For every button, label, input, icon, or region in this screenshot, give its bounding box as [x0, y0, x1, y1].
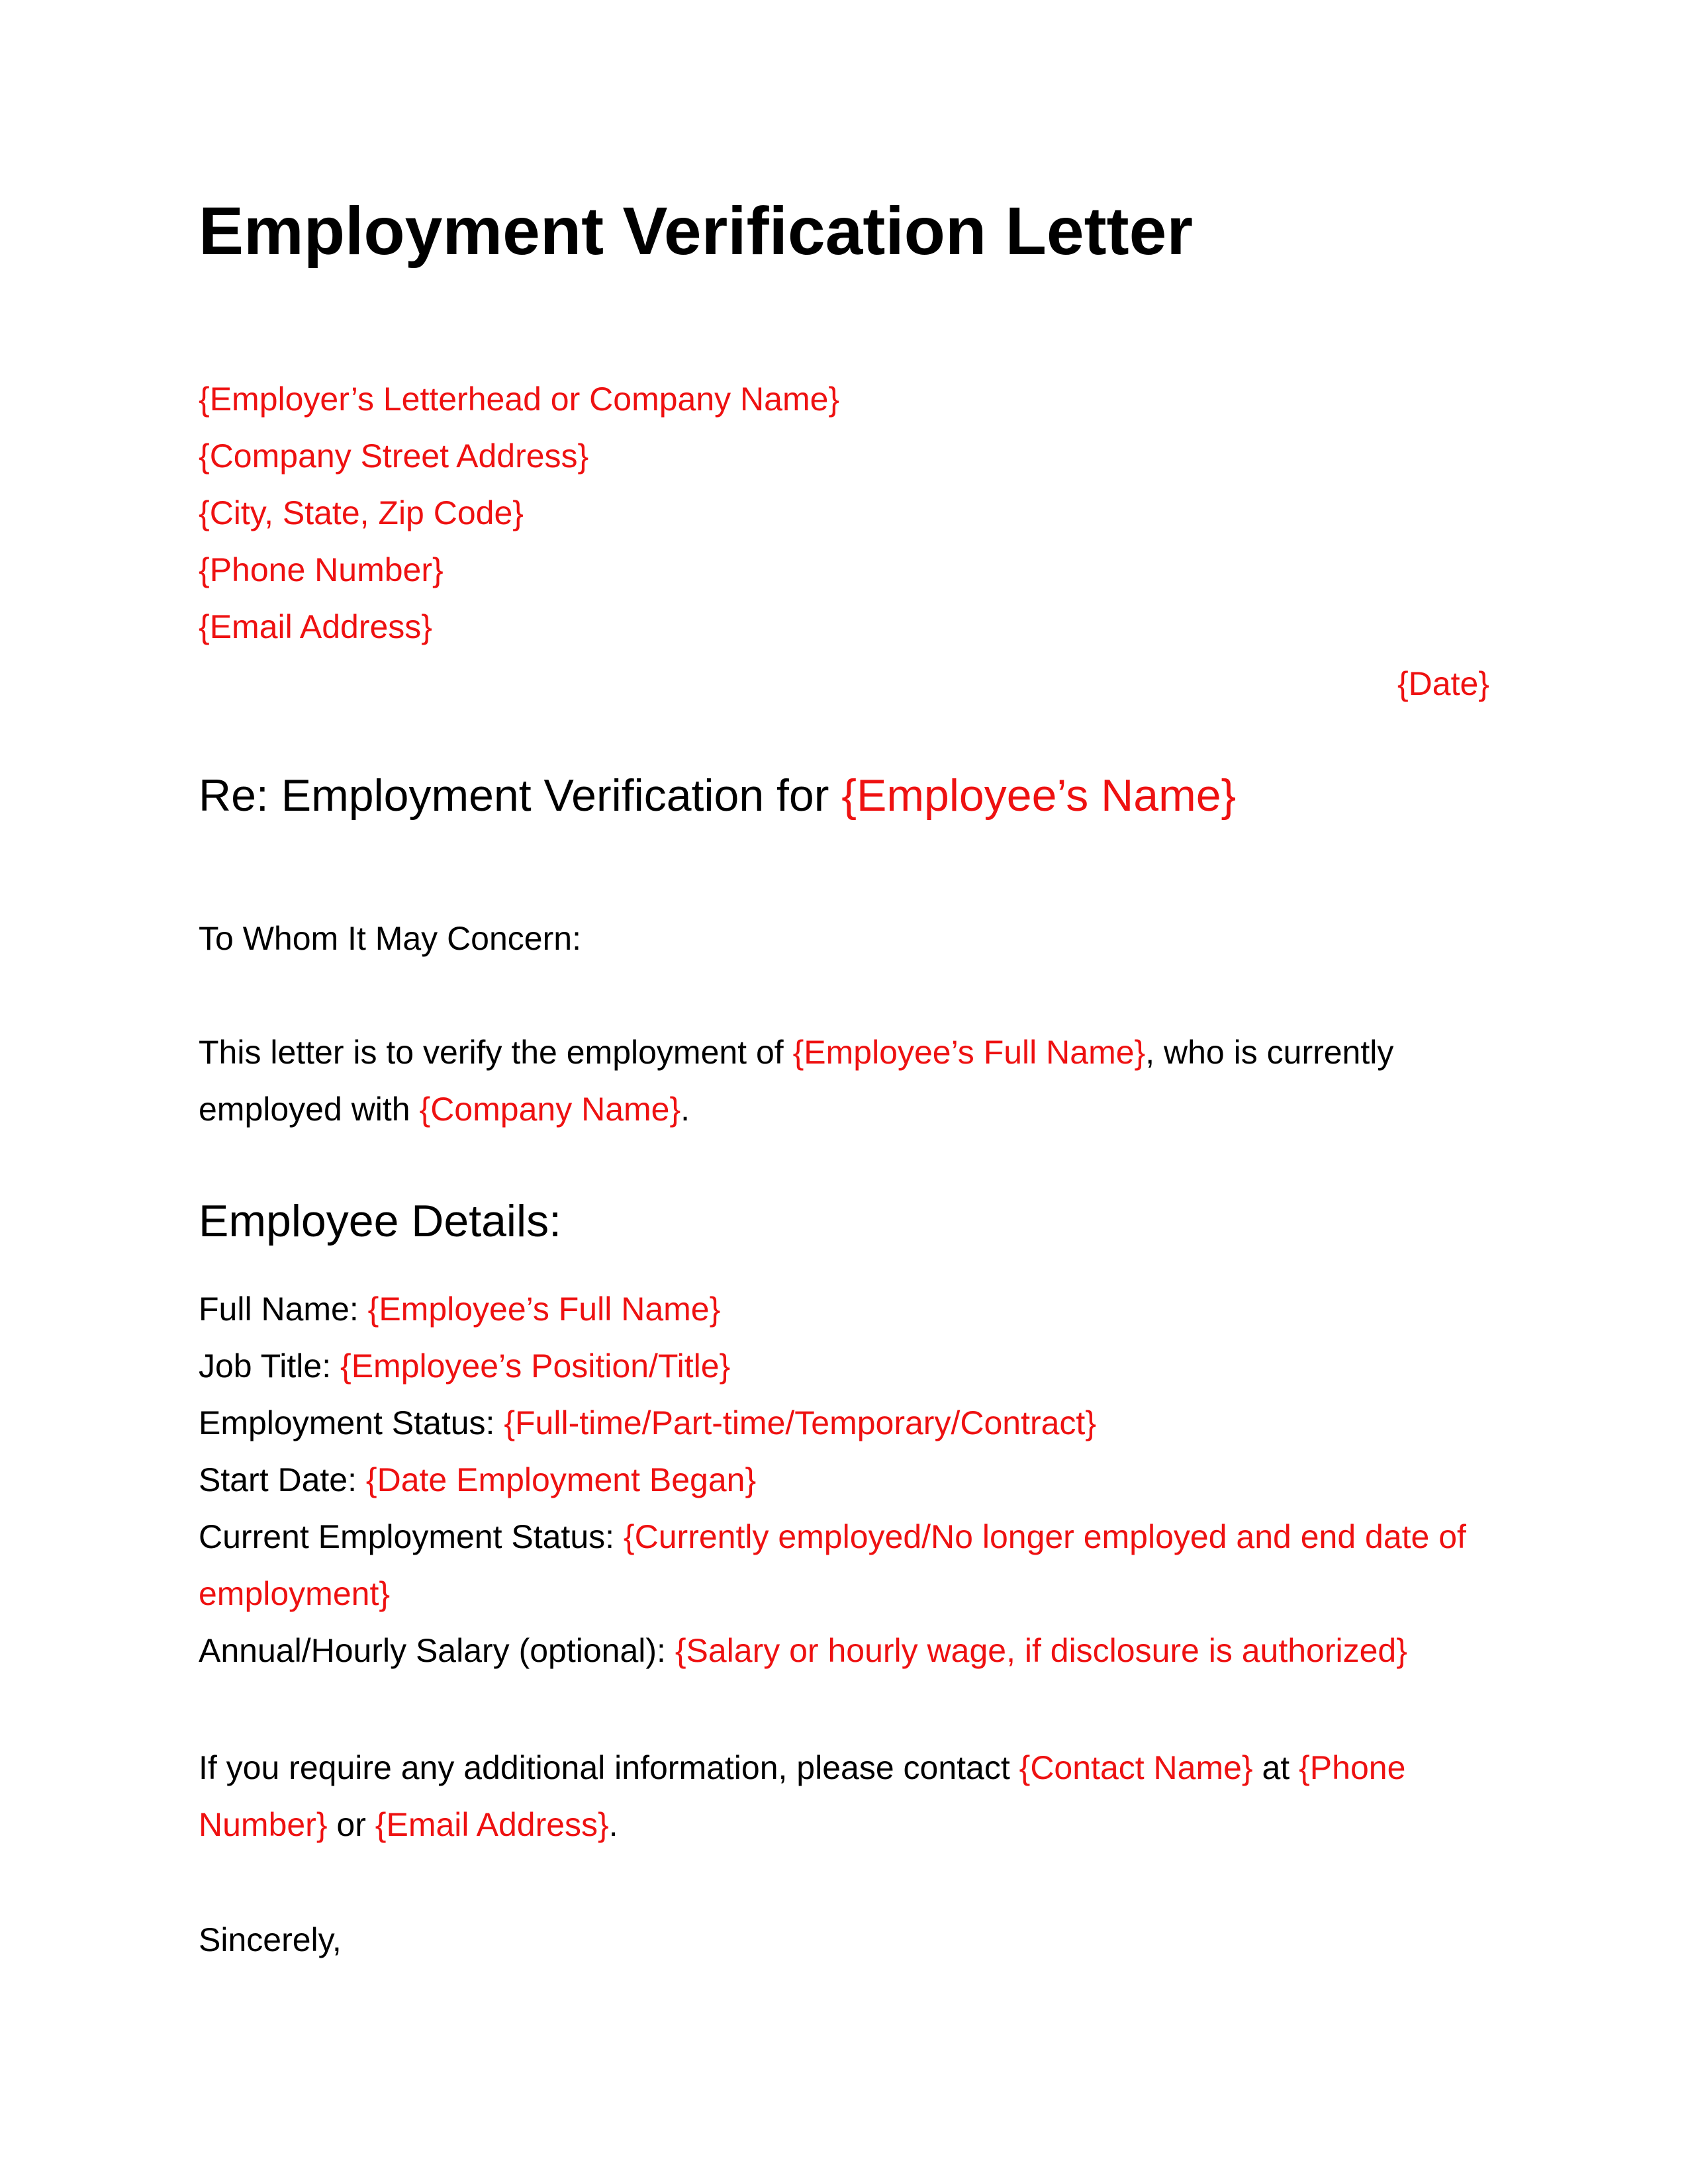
closing: Sincerely, [199, 1921, 342, 1958]
contact-text-2: at [1252, 1749, 1299, 1786]
detail-label: Annual/Hourly Salary (optional): [199, 1632, 675, 1669]
intro-text-4: . [680, 1091, 690, 1128]
subject-employee-name: {Employee’s Name} [841, 770, 1237, 821]
detail-label: Full Name: [199, 1291, 368, 1328]
intro-text-2: , who is currently [1145, 1034, 1394, 1071]
contact-line-1 [199, 1739, 1405, 1796]
contact-paragraph [199, 1739, 1405, 1853]
detail-row-start-date [199, 1451, 1466, 1508]
intro-company-name: {Company Name} [419, 1091, 681, 1128]
detail-row-full-name [199, 1281, 1466, 1338]
employee-details-heading: Employee Details: [199, 1196, 562, 1246]
contact-phone-part-1: {Phone [1299, 1749, 1406, 1786]
salutation: To Whom It May Concern: [199, 920, 581, 957]
detail-label: Start Date: [199, 1461, 366, 1498]
detail-value: {Date Employment Began} [365, 1461, 757, 1498]
sender-address-block [199, 371, 839, 655]
intro-employee-full-name: {Employee’s Full Name} [792, 1034, 1146, 1071]
detail-label: Current Employment Status: [199, 1518, 624, 1555]
detail-value: {Full-time/Part-time/Temporary/Contract} [504, 1404, 1097, 1441]
contact-phone-part-2: Number} [199, 1806, 328, 1843]
contact-name: {Contact Name} [1019, 1749, 1253, 1786]
sender-street-address: {Company Street Address} [199, 437, 589, 475]
detail-value: {Employee’s Full Name} [367, 1291, 721, 1328]
intro-line-1 [199, 1024, 1393, 1081]
detail-row-employment-status [199, 1394, 1466, 1451]
contact-text-1: If you require any additional information, please contact [199, 1749, 1019, 1786]
contact-email: {Email Address} [375, 1806, 609, 1843]
sender-city-state-zip: {City, State, Zip Code} [199, 494, 524, 531]
intro-text-1: This letter is to verify the employment of [199, 1034, 793, 1071]
detail-row-job-title [199, 1338, 1466, 1394]
document-title: Employment Verification Letter [199, 193, 1194, 269]
detail-label: Job Title: [199, 1347, 340, 1385]
detail-value: {Currently employed/No longer employed and end date of [623, 1518, 1466, 1555]
detail-value-continued: employment} [199, 1575, 391, 1612]
contact-text-3: or [327, 1806, 375, 1843]
contact-text-4: . [608, 1806, 618, 1843]
contact-line-2 [199, 1796, 1405, 1853]
subject-line [199, 762, 1236, 829]
detail-value: {Salary or hourly wage, if disclosure is authorized} [675, 1632, 1407, 1669]
detail-row-salary [199, 1622, 1466, 1679]
detail-row-current-employment-status [199, 1508, 1466, 1565]
intro-text-3: employed with [199, 1091, 420, 1128]
subject-prefix: Re: Employment Verification for [199, 770, 842, 821]
sender-email: {Email Address} [199, 608, 432, 645]
sender-phone: {Phone Number} [199, 551, 444, 588]
sender-company-name: {Employer’s Letterhead or Company Name} [199, 381, 840, 418]
detail-value: {Employee’s Position/Title} [340, 1347, 731, 1385]
detail-label: Employment Status: [199, 1404, 504, 1441]
employee-details-list [199, 1281, 1466, 1679]
detail-row-current-employment-status-cont [199, 1565, 1466, 1622]
intro-paragraph [199, 1024, 1393, 1138]
letter-date: {Date} [1397, 665, 1489, 702]
intro-line-2 [199, 1081, 1393, 1138]
